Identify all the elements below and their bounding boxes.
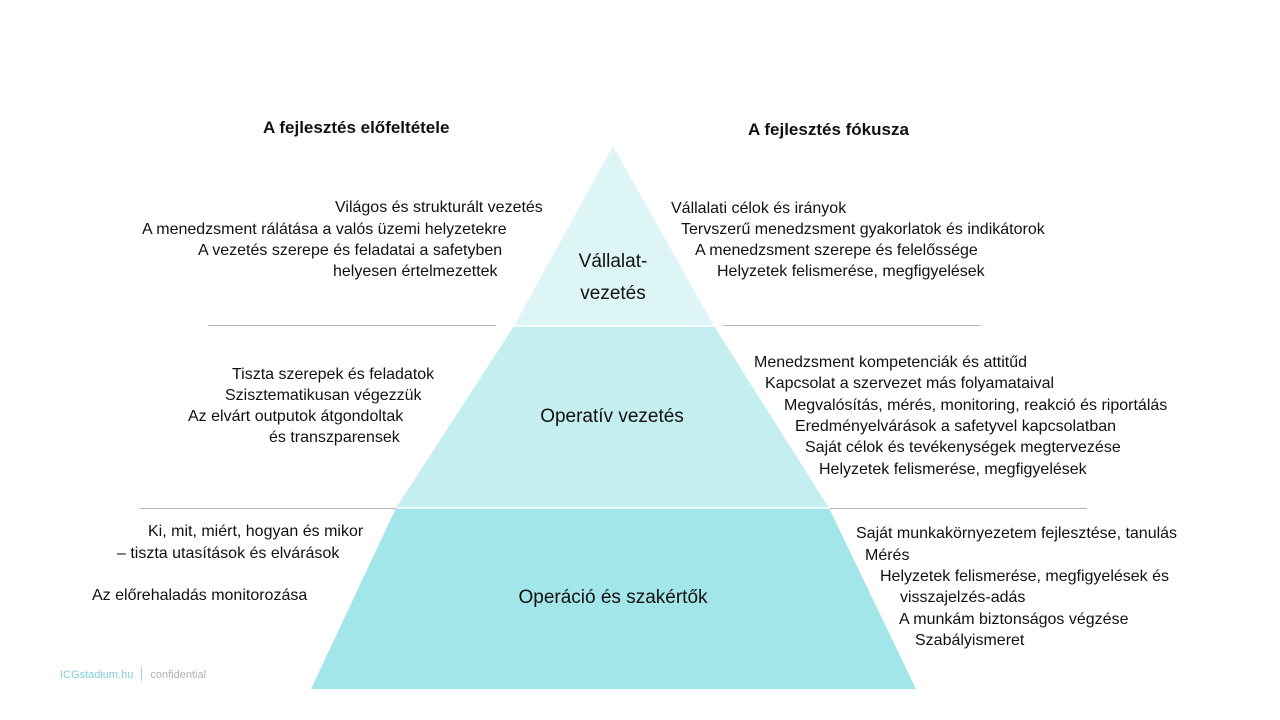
separator-right-upper — [723, 325, 980, 326]
left-middle-line-2: Szisztematikusan végezzük — [225, 387, 422, 404]
right-bottom-line-6: Szabályismeret — [915, 632, 1025, 649]
left-bottom-line-2: – tiszta utasítások és elvárások — [117, 545, 340, 562]
right-bottom-line-2: Mérés — [865, 547, 910, 564]
left-middle-line-3: Az elvárt outputok átgondoltak — [188, 408, 404, 425]
separator-left-lower — [140, 508, 396, 509]
right-bottom-line-1: Saját munkakörnyezetem fejlesztése, tanulás — [856, 525, 1178, 542]
tier-label-middle: Operatív vezetés — [540, 406, 684, 427]
right-middle-line-2: Kapcsolat a szervezet más folyamataival — [765, 375, 1055, 392]
tier-label-bottom: Operáció és szakértők — [518, 587, 708, 608]
right-bottom-line-4: visszajelzés-adás — [900, 589, 1026, 606]
right-top-line-4: Helyzetek felismerése, megfigyelések — [717, 263, 985, 280]
left-bottom-line-3: Az előrehaladás monitorozása — [92, 587, 308, 604]
left-top-line-4: helyesen értelmezettek — [333, 263, 498, 280]
right-top-line-2: Tervszerű menedzsment gyakorlatok és indikátorok — [681, 221, 1045, 238]
footer-site: ICGstadium.hu — [60, 669, 134, 681]
footer — [60, 667, 206, 681]
separator-right-lower — [830, 508, 1087, 509]
separator-left-upper — [208, 325, 496, 326]
tier-label-top: Vállalat- vezetés — [578, 251, 648, 304]
right-bottom-line-5: A munkám biztonságos végzése — [899, 611, 1129, 628]
right-middle-line-5: Saját célok és tevékenységek megtervezése — [805, 439, 1121, 456]
right-top-line-1: Vállalati célok és irányok — [671, 200, 847, 217]
right-top-line-3: A menedzsment szerepe és felelőssége — [695, 242, 978, 259]
left-top-line-1: Világos és strukturált vezetés — [335, 199, 543, 216]
right-middle-line-3: Megvalósítás, mérés, monitoring, reakció és riportálás — [784, 397, 1168, 414]
left-top-line-2: A menedzsment rálátása a valós üzemi helyzetekre — [142, 221, 507, 238]
left-middle-line-1: Tiszta szerepek és feladatok — [232, 366, 435, 383]
right-bottom-line-3: Helyzetek felismerése, megfigyelések és — [880, 568, 1170, 585]
footer-note: confidential — [150, 669, 207, 681]
footer-divider — [141, 667, 142, 681]
right-middle-line-4: Eredményelvárások a safetyvel kapcsolatban — [795, 418, 1117, 435]
left-middle-line-4: és transzparensek — [269, 429, 400, 446]
left-top-line-3: A vezetés szerepe és feladatai a safetyben — [198, 242, 503, 259]
right-middle-line-1: Menedzsment kompetenciák és attitűd — [754, 354, 1028, 371]
heading-left: A fejlesztés előfeltétele — [263, 118, 450, 137]
right-middle-line-6: Helyzetek felismerése, megfigyelések — [819, 461, 1087, 478]
heading-right: A fejlesztés fókusza — [748, 120, 909, 139]
left-bottom-line-1: Ki, mit, miért, hogyan és mikor — [148, 523, 364, 540]
